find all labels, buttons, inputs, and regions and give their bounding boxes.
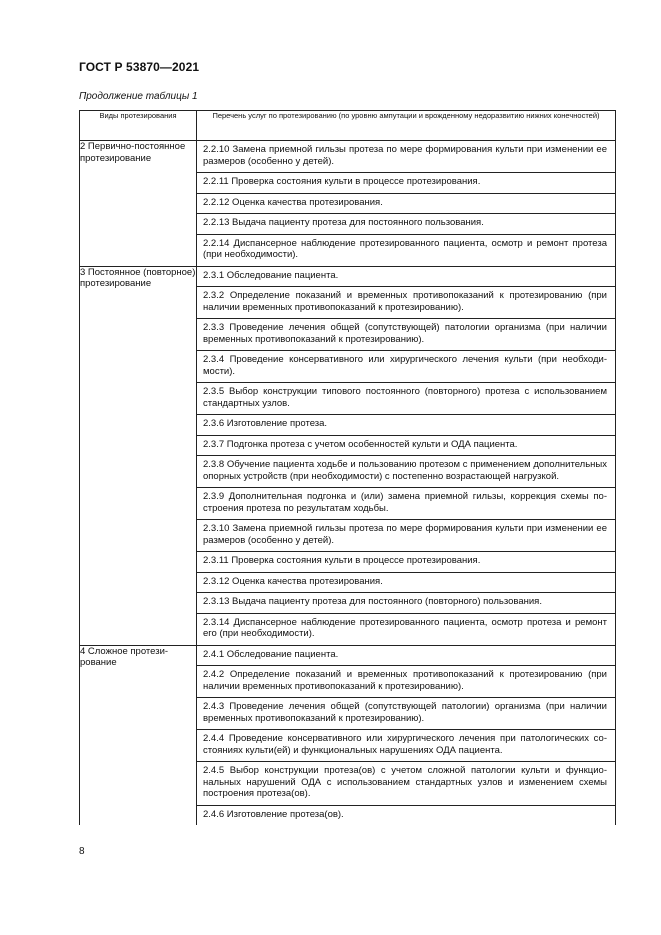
service-item: 2.2.13 Выдача пациенту протеза для постоянного пользования.	[197, 214, 615, 235]
service-item: 2.2.14 Диспансерное наблюдение протезированного пациента, осмотр и ремонт протеза (при необходимости).	[203, 237, 607, 260]
service-item: 2.3.9 Дополнительная подгонка и (или) замена приемной гильзы, коррекция схемы построения протеза по результатам ходьбы.	[197, 488, 615, 520]
service-item: 2.3.8 Обучение пациента ходьбе и пользованию протезом с применением дополнительных опорных устройств (при необходимости) с постепенно возрастающей нагрузкой.	[197, 456, 615, 488]
table-row	[80, 266, 616, 645]
services-table	[79, 110, 616, 825]
service-item: 2.3.1 Обследование пациента.	[197, 267, 615, 288]
service-item: 2.3.12 Оценка качества протезирования.	[197, 573, 615, 594]
service-item: 2.3.7 Подгонка протеза с учетом особенностей культи и ОДА пациента.	[197, 436, 615, 457]
page-number: 8	[79, 846, 85, 857]
table-row	[80, 141, 616, 267]
prosthetics-type-cell: 2 Первично-постоянное протезирование	[80, 141, 197, 267]
service-item: 2.4.5 Выбор конструкции протеза(ов) с учетом сложной патологии культи и функциональных нарушений ОДА с использованием стандартных узлов и изменением схемы построения протеза(ов).	[197, 762, 615, 806]
column-header-type: Виды протезирования	[80, 111, 197, 141]
services-list-cell	[197, 645, 616, 825]
service-item: 2.2.11 Проверка состояния культи в процессе протезирования.	[197, 173, 615, 194]
services-list-cell	[197, 266, 616, 645]
service-item: 2.4.4 Проведение консервативного или хирургического лечения при патологических состояниях культи(ей) и функциональных нарушениях ОДА пациента.	[197, 730, 615, 762]
service-item: 2.4.2 Определение показаний и временных противопоказаний к протезированию (при наличии временных противопоказаний к протезированию).	[197, 666, 615, 698]
service-item: 2.2.12 Оценка качества протезирования.	[197, 194, 615, 215]
table-header-row	[80, 111, 616, 141]
service-item: 2.4.3 Проведение лечения общей (сопутствующей патологии) организма (при наличии временных противопоказаний к протезированию).	[197, 698, 615, 730]
service-item: 2.3.3 Проведение лечения общей (сопутствующей) патологии организма (при наличии временных противопоказаний к протезированию).	[197, 319, 615, 351]
prosthetics-type-cell: 4 Сложное протезирование	[80, 645, 197, 825]
document-header: ГОСТ Р 53870—2021	[79, 60, 200, 74]
service-item: 2.4.1 Обследование пациента.	[197, 646, 615, 667]
column-header-services: Перечень услуг по протезированию (по уровню ампутации и врожденному недоразвитию нижних конечностей)	[197, 111, 616, 141]
service-item: 2.3.2 Определение показаний и временных противопоказаний к протезированию (при наличии временных противопоказаний к протезированию).	[197, 287, 615, 319]
service-item: 2.3.13 Выдача пациенту протеза для постоянного (повторного) пользования.	[197, 593, 615, 614]
service-item: 2.3.5 Выбор конструкции типового постоянного (повторного) протеза с использованием стандартных узлов.	[197, 383, 615, 415]
service-item: 2.3.6 Изготовление протеза.	[197, 415, 615, 436]
table-row	[80, 645, 616, 825]
prosthetics-type-cell: 3 Постоянное (повторное) протезирование	[80, 266, 197, 645]
service-item: 2.2.10 Замена приемной гильзы протеза по мере формирования культи при изменении ее размеров (особенно у детей).	[197, 141, 615, 173]
table-caption: Продолжение таблицы 1	[79, 91, 198, 102]
service-item: 2.3.11 Проверка состояния культи в процессе протезирования.	[197, 552, 615, 573]
services-list-cell	[197, 141, 616, 267]
service-item: 2.3.10 Замена приемной гильзы протеза по мере формирования культи при изменении ее размеров (особенно у детей).	[197, 520, 615, 552]
service-item: 2.4.6 Изготовление протеза(ов).	[203, 808, 344, 820]
service-item: 2.3.4 Проведение консервативного или хирургического лечения культи (при необходимости).	[197, 351, 615, 383]
service-item: 2.3.14 Диспансерное наблюдение протезированного пациента, осмотр протеза и ремонт его (при необходимости).	[203, 616, 607, 639]
